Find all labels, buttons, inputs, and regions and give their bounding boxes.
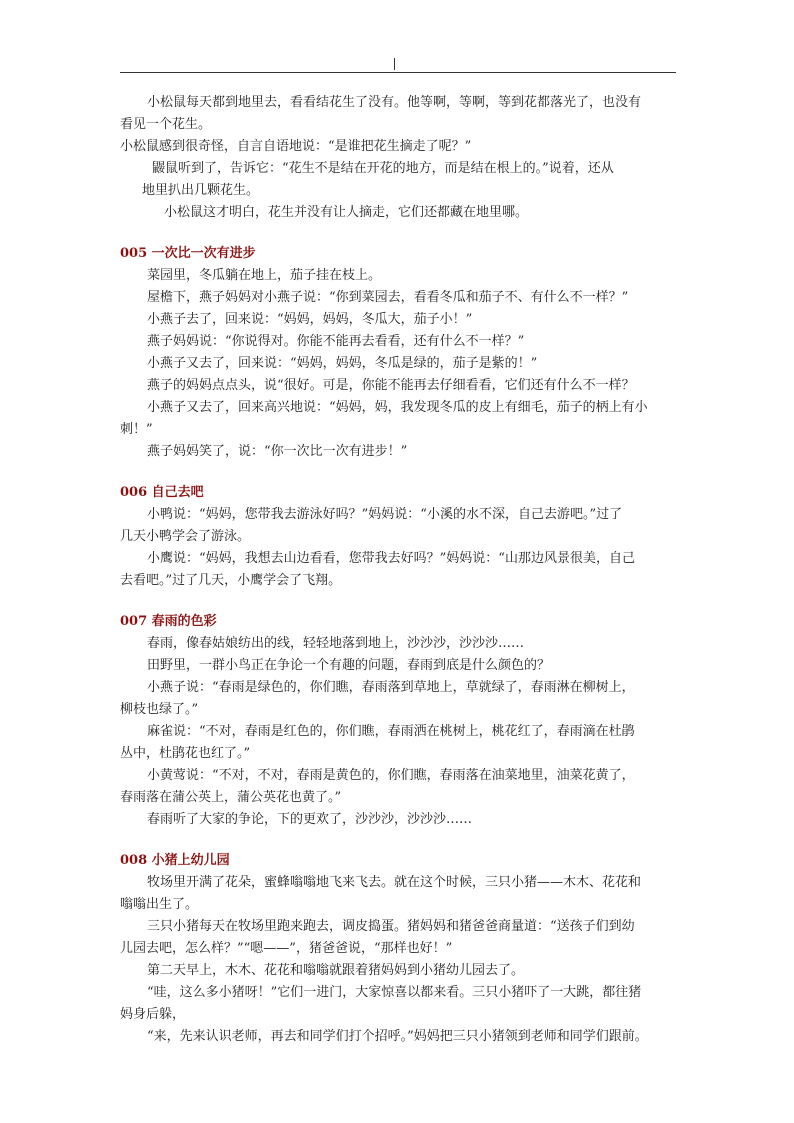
paragraph-line: 地里扒出几颗花生。: [142, 183, 260, 198]
paragraph-line: 麻雀说：“不对，春雨是红色的，你们瞧，春雨洒在桃树上，桃花红了，春雨滴在杜鹃: [147, 724, 635, 739]
paragraph-line: 看见一个花生。: [120, 117, 212, 132]
paragraph-line: 小燕子又去了，回来说：“妈妈，妈妈，冬瓜是绿的，茄子是紫的！”: [147, 356, 538, 371]
paragraph-line: 去看吧。”过了几天，小鹰学会了飞翔。: [120, 573, 342, 588]
paragraph-line: 田野里，一群小鸟正在争论一个有趣的问题，春雨到底是什么颜色的？: [147, 658, 551, 673]
paragraph-line: 鼹鼠听到了，告诉它：“花生不是结在开花的地方，而是结在根上的。”说着，还从: [152, 161, 614, 176]
paragraph-line: 小鸭说：“妈妈，您带我去游泳好吗？”妈妈说：“小溪的水不深，自己去游吧。”过了: [147, 507, 623, 522]
paragraph-line: 小燕子说：“春雨是绿色的，你们瞧，春雨落到草地上，草就绿了，春雨淋在柳树上，: [147, 680, 635, 695]
paragraph-line: 第二天早上，木木、花花和嗡嗡就跟着猪妈妈到小猪幼儿园去了。: [147, 963, 525, 978]
paragraph-line: “来，先来认识老师，再去和同学们打个招呼。”妈妈把三只小猪领到老师和同学们跟前。: [147, 1029, 648, 1044]
section-title: 006 自己去吧: [120, 485, 204, 500]
section-intro: [120, 92, 676, 224]
paragraph-line: 牧场里开满了花朵，蜜蜂嗡嗡地飞来飞去。就在这个时候，三只小猪——木木、花花和: [147, 875, 642, 890]
section-006: [120, 482, 676, 592]
paragraph-line: 小鹰说：“妈妈，我想去山边看看，您带我去好吗？”妈妈说：“山那边风景很美，自己: [147, 551, 635, 566]
section-title: 005 一次比一次有进步: [120, 246, 256, 261]
paragraph-line: 几天小鸭学会了游泳。: [120, 529, 251, 544]
paragraph-line: 柳枝也绿了。”: [120, 702, 199, 717]
header-rule: [120, 72, 676, 73]
paragraph-line: 春雨听了大家的争论，下的更欢了，沙沙沙，沙沙沙……: [147, 812, 473, 827]
paragraph-line: 燕子的妈妈点点头，说“很好。可是，你能不能再去仔细看看，它们还有什么不一样？: [147, 378, 635, 393]
paragraph-line: 春雨落在蒲公英上，蒲公英花也黄了。”: [120, 790, 342, 805]
document-body: [120, 92, 676, 1048]
paragraph-line: 小松鼠每天都到地里去，看看结花生了没有。他等啊，等啊，等到花都落光了，也没有: [147, 95, 642, 110]
section-005: [120, 243, 676, 463]
paragraph-line: 小黄莺说：“不对，不对，春雨是黄色的，你们瞧，春雨落在油菜地里，油菜花黄了，: [147, 768, 635, 783]
section-008: [120, 850, 676, 1048]
paragraph-line: 小松鼠这才明白，花生并没有让人摘走，它们还都藏在地里哪。: [164, 205, 529, 220]
paragraph-line: 菜园里，冬瓜躺在地上，茄子挂在枝上。: [147, 268, 382, 283]
paragraph-line: 刺！”: [120, 422, 153, 437]
paragraph-line: 屋檐下，燕子妈妈对小燕子说：“你到菜园去，看看冬瓜和茄子不、有什么不一样？”: [147, 290, 629, 305]
paragraph-line: 丛中，杜鹃花也红了。”: [120, 746, 251, 761]
section-title: 008 小猪上幼儿园: [120, 853, 230, 868]
paragraph-line: 春雨，像春姑娘纺出的线，轻轻地落到地上，沙沙沙，沙沙沙……: [147, 636, 525, 651]
paragraph-line: 小燕子去了，回来说：“妈妈，妈妈，冬瓜大，茄子小！”: [147, 312, 473, 327]
paragraph-line: 燕子妈妈说：“你说得对。你能不能再去看看，还有什么不一样？”: [147, 334, 525, 349]
paragraph-line: “哇，这么多小猪呀！”它们一进门，大家惊喜以都来看。三只小猪吓了一大跳，都往猪: [147, 985, 642, 1000]
paragraph-line: 小松鼠感到很奇怪，自言自语地说：“是谁把花生摘走了呢？”: [120, 139, 472, 154]
section-title: 007 春雨的色彩: [120, 614, 217, 629]
paragraph-line: 小燕子又去了，回来高兴地说：“妈妈，妈，我发现冬瓜的皮上有细毛，茄子的柄上有小: [147, 400, 648, 415]
paragraph-line: 三只小猪每天在牧场里跑来跑去，调皮捣蛋。猪妈妈和猪爸爸商量道：“送孩子们到幼: [147, 919, 635, 934]
paragraph-line: 嗡嗡出生了。: [120, 897, 199, 912]
header-mark: [394, 58, 395, 70]
section-007: [120, 611, 676, 831]
paragraph-line: 儿园去吧，怎么样？”“嗯——”，猪爸爸说，“那样也好！”: [120, 941, 453, 956]
paragraph-line: 燕子妈妈笑了，说：“你一次比一次有进步！”: [147, 444, 408, 459]
paragraph-line: 妈身后躲，: [120, 1007, 186, 1022]
